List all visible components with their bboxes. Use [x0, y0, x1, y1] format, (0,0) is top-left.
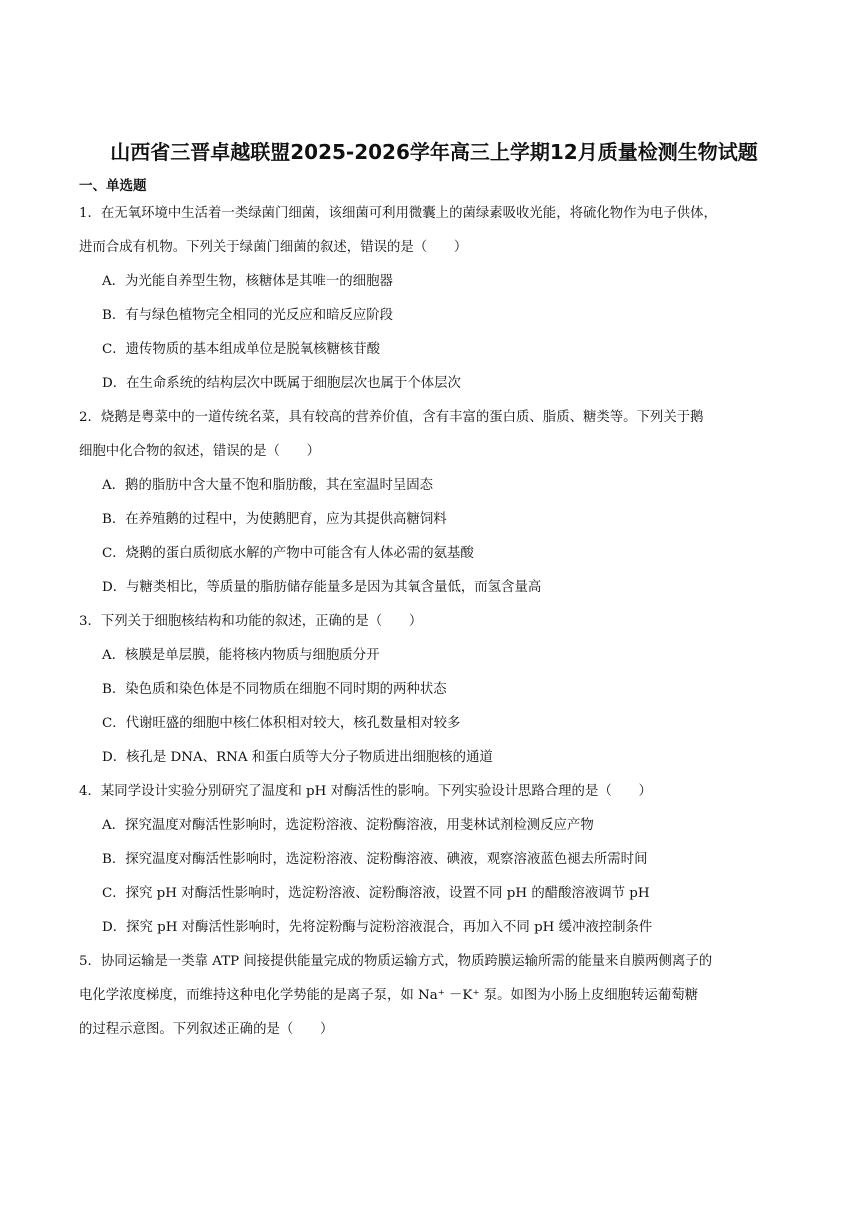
question-5-stem-line-2: 电化学浓度梯度，而维持这种电化学势能的是离子泵，如 Na⁺ －K⁺ 泵。如图为小肠上皮细胞转运葡萄糖 — [79, 988, 699, 1003]
document-title: 山西省三晋卓越联盟2025-2026学年高三上学期12月质量检测生物试题 — [110, 140, 758, 164]
question-1-option-a: A．为光能自养型生物，核糖体是其唯一的细胞器 — [102, 274, 393, 289]
question-1-stem-line-2: 进而合成有机物。下列关于绿菌门细菌的叙述，错误的是（ ） — [79, 240, 468, 255]
question-4-stem-line-1: 4．某同学设计实验分别研究了温度和 pH 对酶活性的影响。下列实验设计思路合理的是（ ） — [79, 784, 652, 799]
question-2-option-d: D．与糖类相比，等质量的脂肪储存能量多是因为其氧含量低，而氢含量高 — [102, 580, 542, 595]
question-4-option-a: A．探究温度对酶活性影响时，选淀粉溶液、淀粉酶溶液，用斐林试剂检测反应产物 — [102, 818, 594, 833]
question-5-stem-line-3: 的过程示意图。下列叙述正确的是（ ） — [79, 1022, 334, 1037]
question-3-stem-line-1: 3．下列关于细胞核结构和功能的叙述，正确的是（ ） — [79, 614, 423, 629]
question-4-option-b: B．探究温度对酶活性影响时，选淀粉溶液、淀粉酶溶液、碘液，观察溶液蓝色褪去所需时间 — [102, 852, 648, 867]
question-1-option-b: B．有与绿色植物完全相同的光反应和暗反应阶段 — [102, 308, 394, 323]
section-heading: 一、单选题 — [79, 178, 147, 194]
question-3-option-a: A．核膜是单层膜，能将核内物质与细胞质分开 — [102, 648, 380, 663]
question-3-option-d: D．核孔是 DNA、RNA 和蛋白质等大分子物质进出细胞核的通道 — [102, 750, 493, 765]
question-3-option-c: C．代谢旺盛的细胞中核仁体积相对较大，核孔数量相对较多 — [102, 716, 461, 731]
question-2-option-a: A．鹅的脂肪中含大量不饱和脂肪酸，其在室温时呈固态 — [102, 478, 434, 493]
question-3-option-b: B．染色质和染色体是不同物质在细胞不同时期的两种状态 — [102, 682, 447, 697]
question-5-stem-line-1: 5．协同运输是一类靠 ATP 间接提供能量完成的物质运输方式，物质跨膜运输所需的能量来自膜两侧离子的 — [79, 954, 713, 969]
question-1-stem-line-1: 1．在无氧环境中生活着一类绿菌门细菌，该细菌可利用微囊上的菌绿素吸收光能，将硫化物作为电子供体， — [79, 206, 717, 221]
question-4-option-c: C．探究 pH 对酶活性影响时，选淀粉溶液、淀粉酶溶液，设置不同 pH 的醋酸溶液调节 pH — [102, 886, 650, 901]
question-1-option-c: C．遗传物质的基本组成单位是脱氧核糖核苷酸 — [102, 342, 381, 357]
question-2-option-b: B．在养殖鹅的过程中，为使鹅肥育，应为其提供高糖饲料 — [102, 512, 447, 527]
question-2-stem-line-2: 细胞中化合物的叙述，错误的是（ ） — [79, 444, 321, 459]
question-2-stem-line-1: 2．烧鹅是粤菜中的一道传统名菜，具有较高的营养价值，含有丰富的蛋白质、脂质、糖类等。下列关于鹅 — [79, 410, 704, 425]
question-4-option-d: D．探究 pH 对酶活性影响时，先将淀粉酶与淀粉溶液混合，再加入不同 pH 缓冲液控制条件 — [102, 920, 653, 935]
question-1-option-d: D．在生命系统的结构层次中既属于细胞层次也属于个体层次 — [102, 376, 461, 391]
question-2-option-c: C．烧鹅的蛋白质彻底水解的产物中可能含有人体必需的氨基酸 — [102, 546, 474, 561]
